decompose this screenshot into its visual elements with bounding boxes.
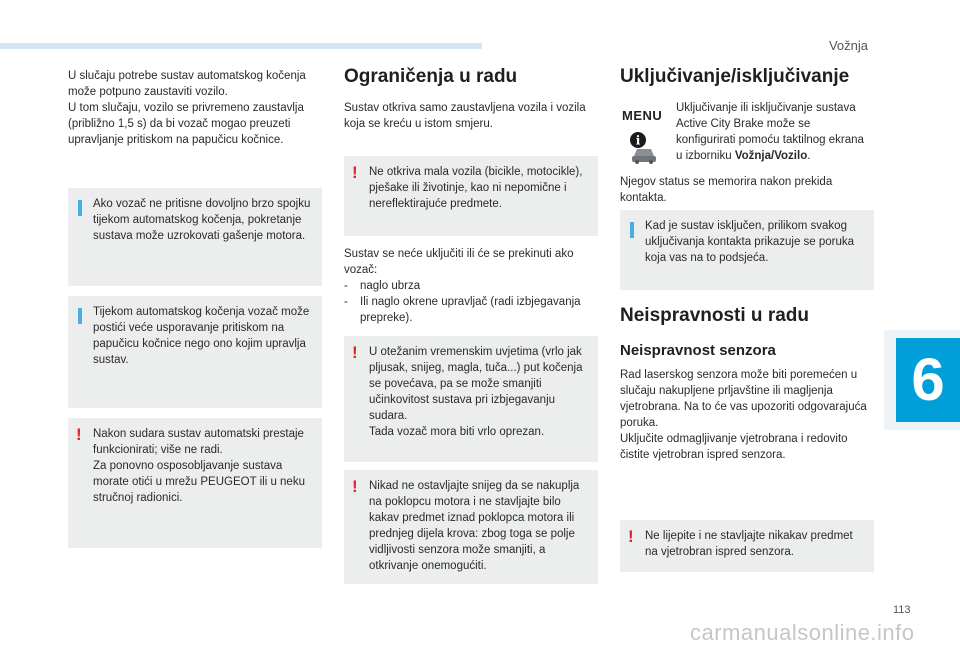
warning-exclamation-icon: !	[76, 425, 82, 444]
warning-text: Nikad ne ostavljajte snijeg da se nakuplja na poklopcu motora i ne stavljajte bilo kakav predmet iznad poklopca motora ili prednjeg dijela krova: zbog toga se polje vidljivosti senzora može smanjiti, a otkrivanje onemogućiti.	[369, 480, 580, 572]
info-box	[620, 210, 874, 290]
section-title-malfunctions: Neispravnosti u radu	[620, 305, 809, 326]
info-marker-icon	[78, 200, 82, 216]
chapter-number: 6	[896, 338, 960, 422]
conditions-block	[344, 246, 598, 326]
warning-text: Ne otkriva mala vozila (bicikle, motocikle), pješake ili životinje, kao ni nepomične i nereflektirajuće predmete.	[369, 166, 583, 210]
info-text: Ako vozač ne pritisne dovoljno brzo spojku tijekom automatskog kočenja, pokretanje sustava može uzrokovati gašenje motora.	[93, 198, 311, 242]
vehicle-info-icon	[628, 130, 660, 164]
info-box	[68, 188, 322, 286]
info-marker-icon	[78, 308, 82, 324]
warning-exclamation-icon: !	[352, 477, 358, 496]
warning-box	[344, 336, 598, 462]
menu-text: Uključivanje ili isključivanje sustava Active City Brake može se konfigurirati pomoću taktilnog ekrana u izborniku	[676, 102, 864, 162]
conditions-list	[344, 278, 598, 326]
section-name: Vožnja	[828, 38, 868, 53]
warning-box	[344, 470, 598, 584]
info-box	[68, 296, 322, 408]
info-marker-icon	[630, 222, 634, 238]
info-text: Kad je sustav isključen, prilikom svakog uključivanja kontakta prikazuje se poruka koja vas na to podsjeća.	[645, 220, 855, 264]
list-item: - Ili naglo okrene upravljač (radi izbjegavanja prepreke).	[344, 294, 598, 326]
warning-box	[620, 520, 874, 572]
menu-text-end: .	[807, 150, 811, 162]
menu-graphic	[622, 108, 666, 168]
section-title-limitations: Ograničenja u radu	[344, 66, 518, 87]
sensor-paragraph: Rad laserskog senzora može biti poremećen u slučaju nakupljene prljavštine ili magljenja vjetrobrana. Na to će vas upozoriti odgovarajuća poruka. Uključite odmagljivanje vjetrobrana i redovito čistite vjetrobran ispred senzora.	[620, 369, 867, 461]
warning-text: Ne lijepite i ne stavljajte nikakav predmet na vjetrobran ispred senzora.	[645, 530, 853, 558]
warning-exclamation-icon: !	[628, 527, 634, 546]
header-accent-bar	[0, 43, 482, 49]
warning-exclamation-icon: !	[352, 343, 358, 362]
section-title-on-off: Uključivanje/isključivanje	[620, 66, 850, 87]
list-item: - naglo ubrza	[344, 278, 598, 294]
warning-box	[344, 156, 598, 236]
page-number: 113	[893, 604, 911, 616]
menu-label: MENU	[622, 108, 663, 123]
intro-paragraph: U slučaju potrebe sustav automatskog kočenja može potpuno zaustaviti vozilo. U tom slučaju, vozilo se privremeno zaustavlja (približno 1,5 s) da bi vozač mogao preuzeti upravljanje pritiskom na papučicu kočnice.	[68, 70, 306, 146]
warning-text: U otežanim vremenskim uvjetima (vrlo jak pljusak, snijeg, magla, tuča...) put kočenja se povećava, pa se može smanjiti učinkovitost sustava pri izbjegavanju sudara. Tada vozač mora biti vrlo oprezan.	[369, 346, 583, 438]
svg-text:i: i	[635, 133, 641, 148]
memory-paragraph: Njegov status se memorira nakon prekida kontakta.	[620, 176, 833, 204]
warning-exclamation-icon: !	[352, 163, 358, 182]
menu-path: Vožnja/Vozilo	[734, 150, 808, 162]
menu-instruction	[676, 100, 872, 164]
info-text: Tijekom automatskog kočenja vozač može postići veće usporavanje pritiskom na papučicu kočnice nego ono kojim upravlja sustav.	[93, 306, 310, 366]
warning-text: Nakon sudara sustav automatski prestaje funkcionirati; više ne radi. Za ponovno osposobljavanje sustava morate otići u mrežu PEUGEOT ili u neku stručnoj radionici.	[93, 428, 305, 504]
subsection-title-sensor: Neispravnost senzora	[620, 342, 776, 359]
warning-box	[68, 418, 322, 548]
limitations-paragraph: Sustav otkriva samo zaustavljena vozila i vozila koja se kreću u istom smjeru.	[344, 102, 586, 130]
col1-intro	[68, 68, 320, 148]
conditions-paragraph: Sustav se neće uključiti ili će se prekinuti ako vozač:	[344, 248, 574, 276]
watermark: carmanualsonline.info	[690, 620, 915, 645]
